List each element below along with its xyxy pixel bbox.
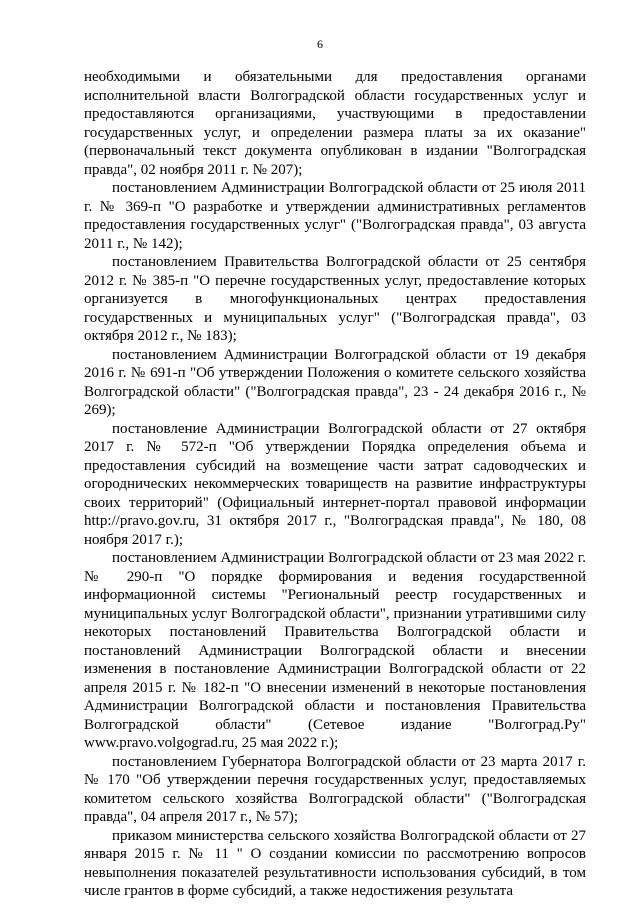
paragraph-governor-resolution-170: постановлением Губернатора Волгоградской области от 23 марта 2017 г. № 170 "Об утверждении перечня государственных услуг, предоставляемых комитетом сельского хозяйства Волгоградской области" ("Волгоградская правда", 04 апреля 2017 г., № 57); [84, 753, 586, 825]
paragraph-order-11: приказом министерства сельского хозяйства Волгоградской области от 27 января 2015 г. № 11 " О создании комиссии по рассмотрению вопросов невыполнения показателей результативности использования субсидий, в том числе грантов в форме субсидий, а также недостижения результата [84, 827, 586, 899]
paragraph-resolution-369p: постановлением Администрации Волгоградской области от 25 июля 2011 г. № 369-п "О разработке и утверждении административных регламентов предоставления государственных услуг" ("Волгоградская правда", 03 августа 2011 г., № 142); [84, 180, 586, 252]
paragraph-resolution-290p: постановлением Администрации Волгоградской области от 23 мая 2022 г. № 290-п "О порядке формирования и ведения государственной информационной системы "Региональный реестр государственных и муниципальных услуг Волгоградской области", признании утратившими силу некоторых постановлений Правительства Волгоградской области и постановлений Администрации Волгоградской области и внесении изменения в постановление Администрации Волгоградской области от 22 апреля 2015 г. № 182-п "О внесении изменений в некоторые постановления Администрации Волгоградской области и постановления Правительства Волгоградской области" (Сетевое издание "Волгоград.Ру" www.pravo.volgograd.ru, 25 мая 2022 г.); [84, 550, 586, 751]
paragraph-resolution-572p: постановление Администрации Волгоградской области от 27 октября 2017 г. № 572-п "Об утверждении Порядка определения объема и предоставления субсидий на возмещение части затрат садоводческих и огороднических некоммерческих товариществ на развитие инфраструктуры своих территорий" (Официальный интернет-портал правовой информации http://pravo.gov.ru, 31 октября 2017 г., "Волгоградская правда", № 180, 08 ноября 2017 г.); [84, 420, 586, 548]
document-body [84, 68, 586, 901]
paragraph-resolution-691p: постановлением Администрации Волгоградской области от 19 декабря 2016 г. № 691-п "Об утверждении Положения о комитете сельского хозяйства Волгоградской области" ("Волгоградская правда", 23 - 24 декабря 2016 г., № 269); [84, 346, 586, 418]
page-number: 6 [317, 37, 323, 51]
paragraph-continuation: необходимыми и обязательными для предоставления органами исполнительной власти Волгоградской области государственных услуг и предоставляются организациями, участвующими в предоставлении государственных услуг, и определении размера платы за их оказание" (первоначальный текст документа опубликован в издании "Волгоградская правда", 02 ноября 2011 г. № 207); [84, 69, 586, 178]
paragraph-resolution-385p: постановлением Правительства Волгоградской области от 25 сентября 2012 г. № 385-п "О перечне государственных услуг, предоставление которых организуется в многофункциональных центрах предоставления государственных и муниципальных услуг" ("Волгоградская правда", 03 октября 2012 г., № 183); [84, 254, 586, 344]
